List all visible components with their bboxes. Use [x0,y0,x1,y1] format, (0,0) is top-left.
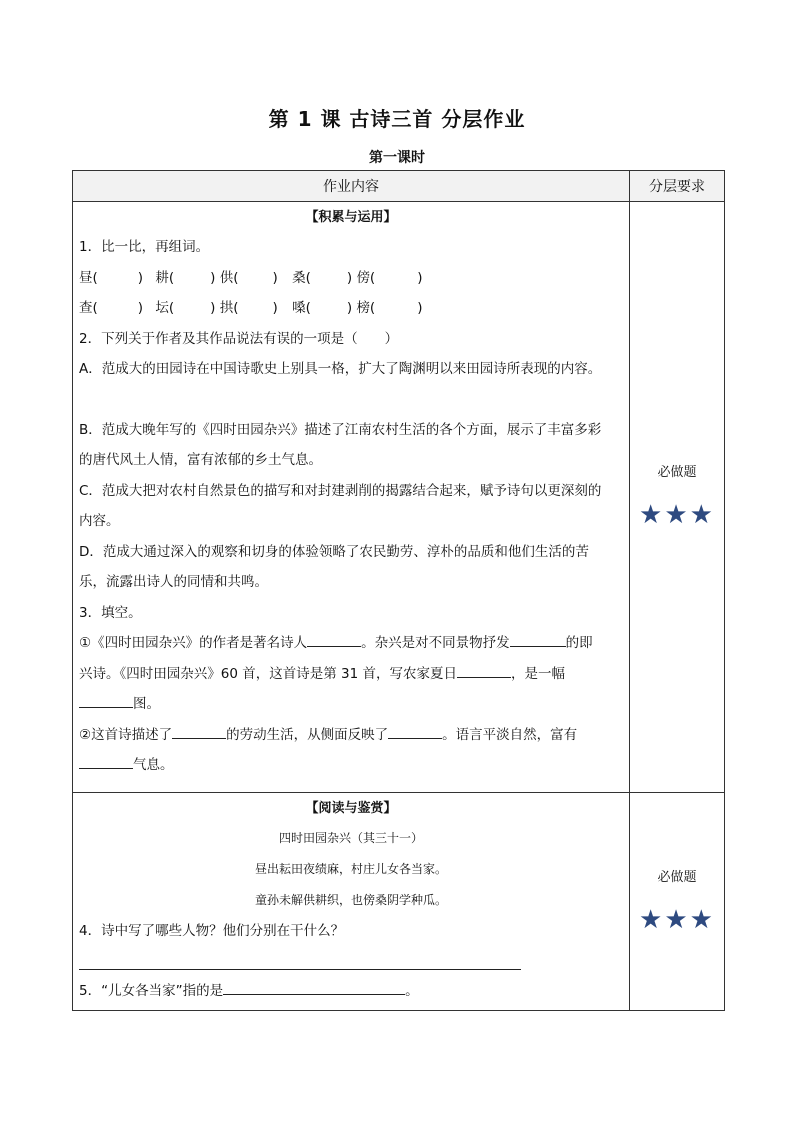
question-4: 4．诗中写了哪些人物？他们分别在干什么？ [79,923,345,939]
option-b-line-1: B．范成大晚年写的《四时田园杂兴》描述了江南农村生活的各个方面，展示了丰富多彩 [79,421,602,438]
option-a: A．范成大的田园诗在中国诗歌史上别具一格，扩大了陶渊明以来田园诗所表现的内容。 [79,361,602,377]
answer-line[interactable] [79,947,521,970]
char-open: 坛( [155,300,175,316]
char-close: ) [137,300,144,316]
section-heading: 【阅读与鉴赏】 [305,801,397,816]
char-close: ) [417,269,423,286]
char-close: ) [137,269,144,286]
char-close: ) [346,269,353,286]
char-close: ) [210,300,216,316]
fill-line-1: ①《四时田园杂兴》的作者是著名诗人 。杂兴是对不同景物抒发 的即 [79,628,623,659]
option-d-line-2: 乐，流露出诗人的同情和共鸣。 [79,574,268,590]
answer-blank[interactable] [79,754,133,769]
level-label: 必做题 [657,465,697,480]
compare-row-1 [79,263,623,294]
char-open: 昼( [79,269,98,286]
section-heading: 【积累与运用】 [305,210,397,225]
fill-line-3: 图。 [79,689,623,720]
char-open: 拱( [219,300,239,316]
fill-line-5: 气息。 [79,750,623,781]
poem-line-1: 昼出耘田夜绩麻，村庄儿女各当家。 [254,862,447,876]
compare-row-2 [79,293,623,324]
level-cell [630,793,725,1011]
answer-blank[interactable] [457,663,511,678]
question-1: 1．比一比，再组词。 [79,239,210,255]
char-close: ) [417,300,423,316]
fill-line-2: 兴诗。《四时田园杂兴》60 首，这首诗是第 31 首，写农家夏日 ，是一幅 [79,659,623,690]
answer-blank[interactable] [307,632,361,647]
option-d-line-1: D．范成大通过深入的观察和切身的体验领略了农民勤劳、淳朴的品质和他们生活的苦 [79,543,589,560]
answer-blank[interactable] [510,632,566,647]
star-rating: ★★★ [639,904,715,935]
char-close: ) [272,269,278,286]
question-2: 2．下列关于作者及其作品说法有误的一项是（ ） [79,330,399,347]
answer-blank[interactable] [223,980,405,995]
header-level: 分层要求 [630,171,725,202]
table-header-row [73,171,725,202]
char-close: ) [210,269,216,286]
level-label: 必做题 [657,869,697,885]
answer-blank[interactable] [79,693,133,708]
page-title: 第 1 课 古诗三首 分层作业 [268,107,526,131]
poem-line-2: 童孙未解供耕织，也傍桑阴学种瓜。 [254,893,447,907]
option-c-line-1: C．范成大把对农村自然景色的描写和对封建剥削的揭露结合起来，赋予诗句以更深刻的 [79,482,602,499]
option-b-line-2: 的唐代风土人情，富有浓郁的乡土气息。 [79,452,322,468]
char-close: ) [272,300,278,316]
char-open: 傍( [356,269,376,286]
answer-blank[interactable] [172,724,226,739]
fill-line-4: ②这首诗描述了 的劳动生活，从侧面反映了 。语言平淡自然，富有 [79,720,623,751]
header-content: 作业内容 [73,171,630,202]
section-accumulation-row [73,202,725,793]
homework-table [72,170,725,1011]
question-3: 3．填空。 [79,604,142,621]
page-subtitle: 第一课时 [369,150,425,166]
char-open: 耕( [155,269,175,286]
char-open: 查( [79,300,98,316]
section-reading-row [73,793,725,1011]
poem-title: 四时田园杂兴（其三十一） [278,831,423,845]
char-open: 嗓( [292,300,311,316]
char-close: ) [346,300,353,316]
char-open: 供( [219,269,239,286]
char-open: 榜( [356,300,376,316]
level-cell [630,202,725,793]
star-rating: ★★★ [639,500,715,530]
char-open: 桑( [292,269,311,286]
question-5: 5．“儿女各当家”指的是 。 [79,976,623,1007]
option-c-line-2: 内容。 [79,513,120,529]
answer-blank[interactable] [388,724,442,739]
